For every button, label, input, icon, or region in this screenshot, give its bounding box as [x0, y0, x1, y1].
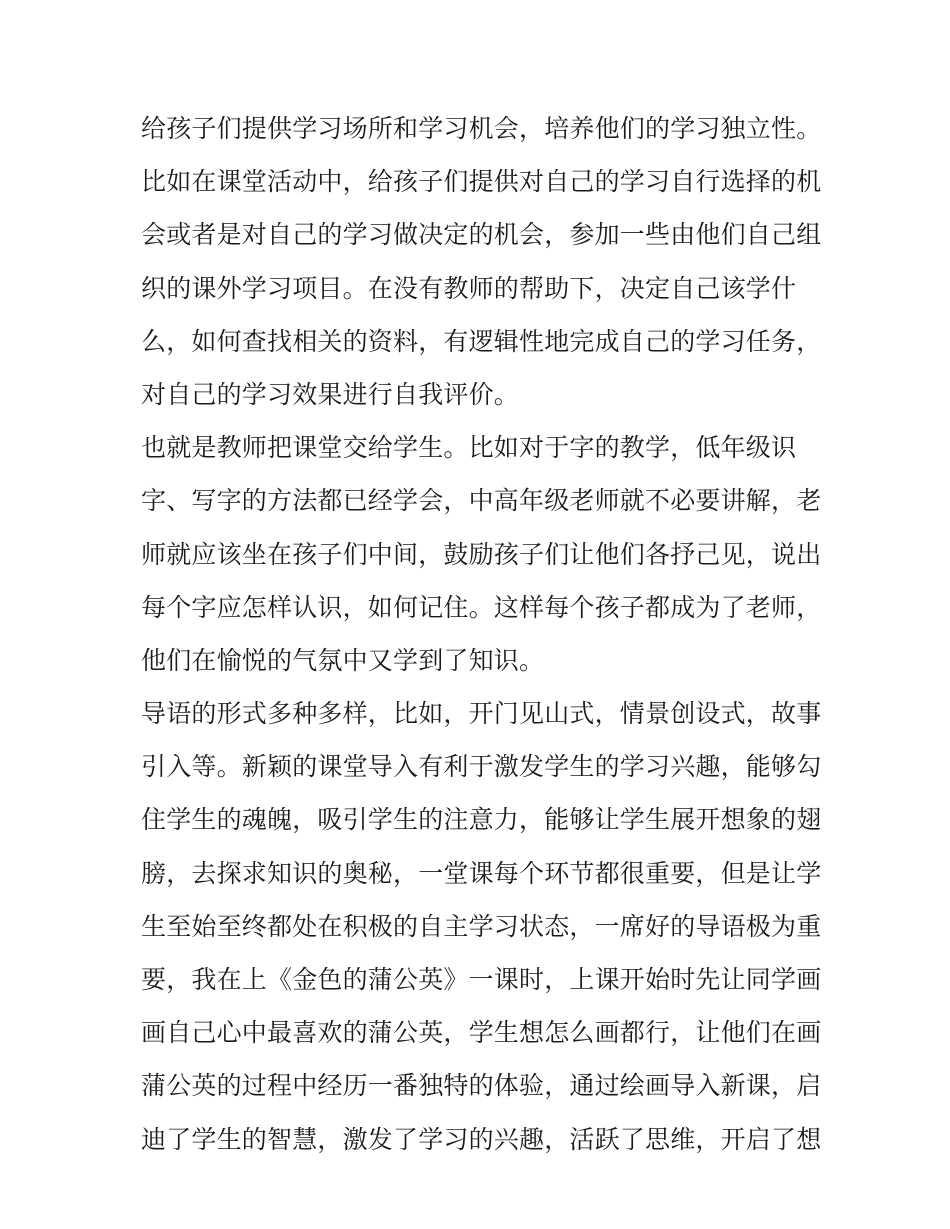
text-line: 导语的形式多种多样，比如，开门见山式，情景创设式，故事 — [141, 699, 822, 729]
text-line: 他们在愉悦的气氛中又学到了知识。 — [141, 645, 545, 675]
text-line: 生至始至终都处在积极的自主学习状态，一席好的导语极为重 — [141, 911, 822, 941]
paragraph-1 — [141, 107, 821, 417]
document-body — [141, 107, 821, 1171]
paragraph-2 — [141, 426, 821, 683]
text-line: 比如在课堂活动中，给孩子们提供对自己的学习自行选择的机 — [141, 167, 822, 197]
text-line: 蒲公英的过程中经历一番独特的体验，通过绘画导入新课，启 — [141, 1071, 822, 1101]
text-line: 么，如何查找相关的资料，有逻辑性地完成自己的学习任务， — [141, 326, 822, 356]
text-line: 织的课外学习项目。在没有教师的帮助下，决定自己该学什 — [141, 273, 797, 303]
text-line: 每个字应怎样认识，如何记住。这样每个孩子都成为了老师， — [141, 592, 822, 622]
text-line: 迪了学生的智慧，激发了学习的兴趣，活跃了思维，开启了想 — [141, 1124, 822, 1154]
text-line: 师就应该坐在孩子们中间，鼓励孩子们让他们各抒己见，说出 — [141, 539, 822, 569]
text-line: 引入等。新颖的课堂导入有利于激发学生的学习兴趣，能够勾 — [141, 752, 822, 782]
text-line: 住学生的魂魄，吸引学生的注意力，能够让学生展开想象的翅 — [141, 805, 822, 835]
text-line: 字、写字的方法都已经学会，中高年级老师就不必要讲解，老 — [141, 486, 822, 516]
text-line: 要，我在上《金色的蒲公英》一课时，上课开始时先让同学画 — [141, 965, 822, 994]
text-line: 给孩子们提供学习场所和学习机会，培养他们的学习独立性。 — [141, 114, 822, 143]
text-line: 也就是教师把课堂交给学生。比如对于字的教学，低年级识 — [141, 433, 797, 463]
text-line: 膀，去探求知识的奥秘，一堂课每个环节都很重要，但是让学 — [141, 858, 822, 888]
paragraph-3 — [141, 692, 821, 1162]
text-line: 会或者是对自己的学习做决定的机会，参加一些由他们自己组 — [141, 220, 822, 250]
text-line: 画自己心中最喜欢的蒲公英，学生想怎么画都行，让他们在画 — [141, 1018, 822, 1048]
text-line: 对自己的学习效果进行自我评价。 — [141, 379, 520, 409]
